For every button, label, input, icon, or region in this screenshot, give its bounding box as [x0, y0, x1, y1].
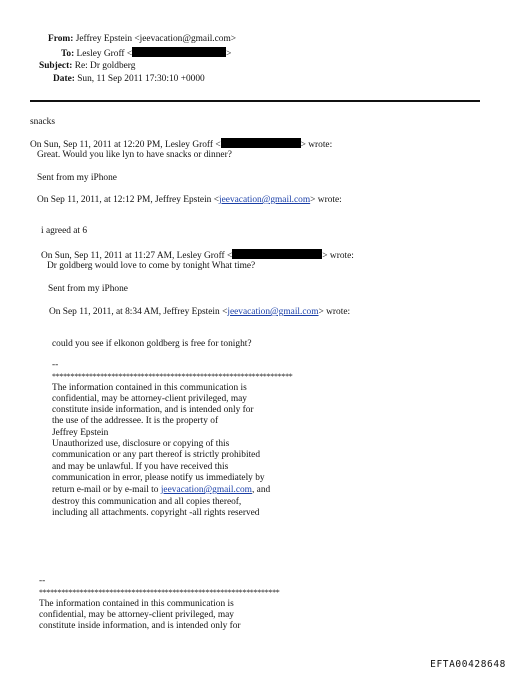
- date-value: Sun, 11 Sep 2011 17:30:10 +0000: [77, 74, 205, 84]
- bates-number: EFTA00428648: [430, 658, 506, 670]
- quote-header-4: [49, 307, 350, 318]
- date-label: Date:: [53, 74, 75, 84]
- disclaimer-1-line-10-suffix: , and: [251, 485, 271, 495]
- to-value-suffix: >: [226, 49, 232, 59]
- disclaimer-2-line: confidential, may be attorney-client privileged, may: [39, 610, 234, 620]
- quote-1-prefix: On Sun, Sep 11, 2011 at 12:20 PM, Lesley Groff <: [30, 140, 221, 150]
- disclaimer-1-line: Unauthorized use, disclosure or copying of this: [52, 439, 230, 449]
- disclaimer-2-line: constitute inside information, and is intended only for: [39, 621, 241, 631]
- disclaimer-1-line: and may be unlawful. If you have received this: [52, 462, 229, 472]
- sent-from-iphone-2: Sent from my iPhone: [48, 284, 128, 294]
- disclaimer-1-line: [52, 485, 270, 496]
- to-value-prefix: Lesley Groff <: [76, 49, 133, 59]
- quote-4-prefix: On Sep 11, 2011, at 8:34 AM, Jeffrey Epstein <: [49, 307, 228, 317]
- subject-label: Subject:: [39, 61, 73, 71]
- subject-value: Re: Dr goldberg: [74, 61, 136, 71]
- disclaimer-2-line: The information contained in this communication is: [39, 599, 234, 609]
- disclaimer-1-line: confidential, may be attorney-client privileged, may: [52, 394, 247, 404]
- quote-1-suffix: > wrote:: [300, 140, 333, 150]
- to-label: To:: [61, 49, 75, 59]
- sent-from-iphone-1: Sent from my iPhone: [37, 173, 117, 183]
- header-subject: [39, 61, 135, 72]
- disclaimer-1-dashes: --: [52, 360, 59, 370]
- quote-1-text: Great. Would you like lyn to have snacks or dinner?: [37, 150, 232, 160]
- header-to: [61, 47, 231, 60]
- disclaimer-1-line: including all attachments. copyright -all rights reserved: [52, 508, 260, 518]
- header-from: [48, 34, 236, 45]
- quote-4-suffix: > wrote:: [318, 307, 351, 317]
- redaction-bar: [132, 47, 226, 57]
- quote-header-2: [37, 195, 342, 206]
- disclaimer-1-line: the use of the addressee. It is the property of: [52, 416, 219, 426]
- disclaimer-1-stars: *****************************************************************: [52, 372, 293, 381]
- quote-2-suffix: > wrote:: [310, 195, 342, 205]
- from-label: From:: [48, 34, 74, 44]
- reply-agreed: i agreed at 6: [41, 226, 88, 236]
- redaction-bar: [221, 138, 301, 148]
- header-divider: [30, 100, 480, 102]
- disclaimer-1-line: communication or any part thereof is strictly prohibited: [52, 450, 261, 460]
- reply-snacks: snacks: [30, 117, 55, 127]
- disclaimer-1-line: The information contained in this communication is: [52, 383, 247, 393]
- reply-elkonon: could you see if elkonon goldberg is free for tonight?: [52, 339, 252, 349]
- quote-3-text: Dr goldberg would love to come by tonight What time?: [47, 261, 256, 271]
- disclaimer-1-line: communication in error, please notify us immediately by: [52, 473, 265, 483]
- disclaimer-1-line: destroy this communication and all copies thereof,: [52, 497, 242, 507]
- redaction-bar: [232, 249, 322, 259]
- disclaimer-1-line: constitute inside information, and is intended only for: [52, 405, 254, 415]
- email-link[interactable]: jeevacation@gmail.com: [219, 195, 311, 205]
- disclaimer-2-stars: *****************************************************************: [39, 588, 280, 597]
- from-value: Jeffrey Epstein <jeevacation@gmail.com>: [75, 34, 237, 44]
- email-link[interactable]: jeevacation@gmail.com: [160, 485, 252, 495]
- quote-3-prefix: On Sun, Sep 11, 2011 at 11:27 AM, Lesley Groff <: [41, 251, 233, 261]
- quote-3-suffix: > wrote:: [322, 251, 354, 261]
- disclaimer-1-line: Jeffrey Epstein: [52, 428, 109, 438]
- email-link[interactable]: jeevacation@gmail.com: [227, 307, 319, 317]
- quote-2-prefix: On Sep 11, 2011, at 12:12 PM, Jeffrey Epstein <: [37, 195, 220, 205]
- disclaimer-2-dashes: --: [39, 576, 46, 586]
- disclaimer-1-line-10-prefix: return e-mail or by e-mail to: [52, 485, 161, 495]
- header-date: [53, 74, 205, 85]
